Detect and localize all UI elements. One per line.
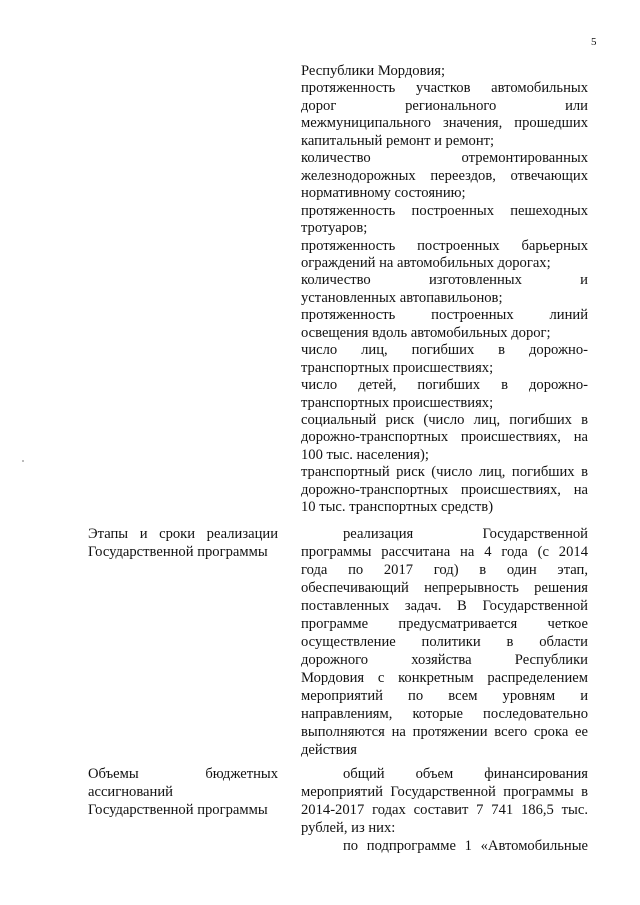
text-line: дорожно-транспортных происшествиях, на: [301, 429, 588, 446]
text-line: социальный риск (число лиц, погибших в: [301, 412, 588, 428]
text-line: Объемы бюджетных: [88, 766, 278, 782]
text-line: программе предусматривается четкое: [301, 616, 588, 632]
text-line: выполняются на протяжении всего срока ее: [301, 724, 588, 740]
text-line: действия: [301, 742, 357, 758]
text-line: Республики Мордовия;: [301, 63, 446, 79]
text-line: мероприятий по всем уровням и: [301, 688, 588, 704]
text-line: рублей, из них:: [301, 820, 396, 836]
text-line: железнодорожных переездов, отвечающих: [301, 167, 588, 184]
text-line: Этапы и сроки реализации: [88, 526, 278, 542]
text-line: ограждений на автомобильных дорогах;: [301, 254, 551, 271]
text-line: общий объем финансирования: [343, 766, 588, 782]
text-line: транспортных происшествиях;: [301, 394, 494, 411]
text-line: Мордовия с конкретным распределением: [301, 670, 588, 686]
text-line: дорожно-транспортных происшествиях, на: [301, 481, 588, 498]
text-line: количество отремонтированных: [301, 150, 588, 167]
text-line: протяженность построенных пешеходных: [301, 202, 588, 219]
text-line: тротуаров;: [301, 220, 368, 237]
scan-artifact-dot: [22, 460, 24, 462]
text-line: дорожного хозяйства Республики: [301, 652, 588, 668]
text-line: протяженность построенных линий: [301, 307, 588, 324]
text-line: 100 тыс. населения);: [301, 446, 429, 463]
text-line: поставленных задач. В Государственной: [301, 598, 588, 614]
text-line: по подпрограмме 1 «Автомобильные: [343, 838, 588, 854]
text-line: обеспечивающий непрерывность решения: [301, 580, 588, 596]
text-line: освещения вдоль автомобильных дорог;: [301, 324, 551, 341]
text-line: 2014-2017 годах составит 7 741 186,5 тыс.: [301, 802, 588, 818]
text-line: количество изготовленных и: [301, 272, 588, 289]
text-line: нормативному состоянию;: [301, 185, 466, 202]
text-line: реализация Государственной: [343, 526, 588, 542]
text-line: мероприятий Государственной программы в: [301, 784, 588, 800]
text-line: 10 тыс. транспортных средств): [301, 499, 494, 516]
text-line: число детей, погибших в дорожно-: [301, 377, 588, 394]
text-line: капитальный ремонт и ремонт;: [301, 132, 495, 149]
page-number: 5: [591, 36, 597, 48]
text-line: установленных автопавильонов;: [301, 289, 503, 306]
text-line: Государственной программы: [88, 802, 268, 818]
text-line: осуществление политики в области: [301, 634, 588, 650]
text-line: года по 2017 год) в один этап,: [301, 562, 588, 578]
text-line: дорог регионального или: [301, 97, 588, 114]
text-line: протяженность участков автомобильных: [301, 80, 588, 97]
text-line: Государственной программы: [88, 544, 268, 560]
text-line: транспортных происшествиях;: [301, 359, 494, 376]
text-line: протяженность построенных барьерных: [301, 237, 588, 254]
text-line: число лиц, погибших в дорожно-: [301, 342, 588, 359]
text-line: межмуниципального значения, прошедших: [301, 115, 588, 132]
text-line: направлениям, которые последовательно: [301, 706, 588, 722]
text-line: ассигнований: [88, 784, 173, 800]
text-line: программы рассчитана на 4 года (с 2014: [301, 544, 588, 560]
text-line: транспортный риск (число лиц, погибших в: [301, 464, 588, 481]
